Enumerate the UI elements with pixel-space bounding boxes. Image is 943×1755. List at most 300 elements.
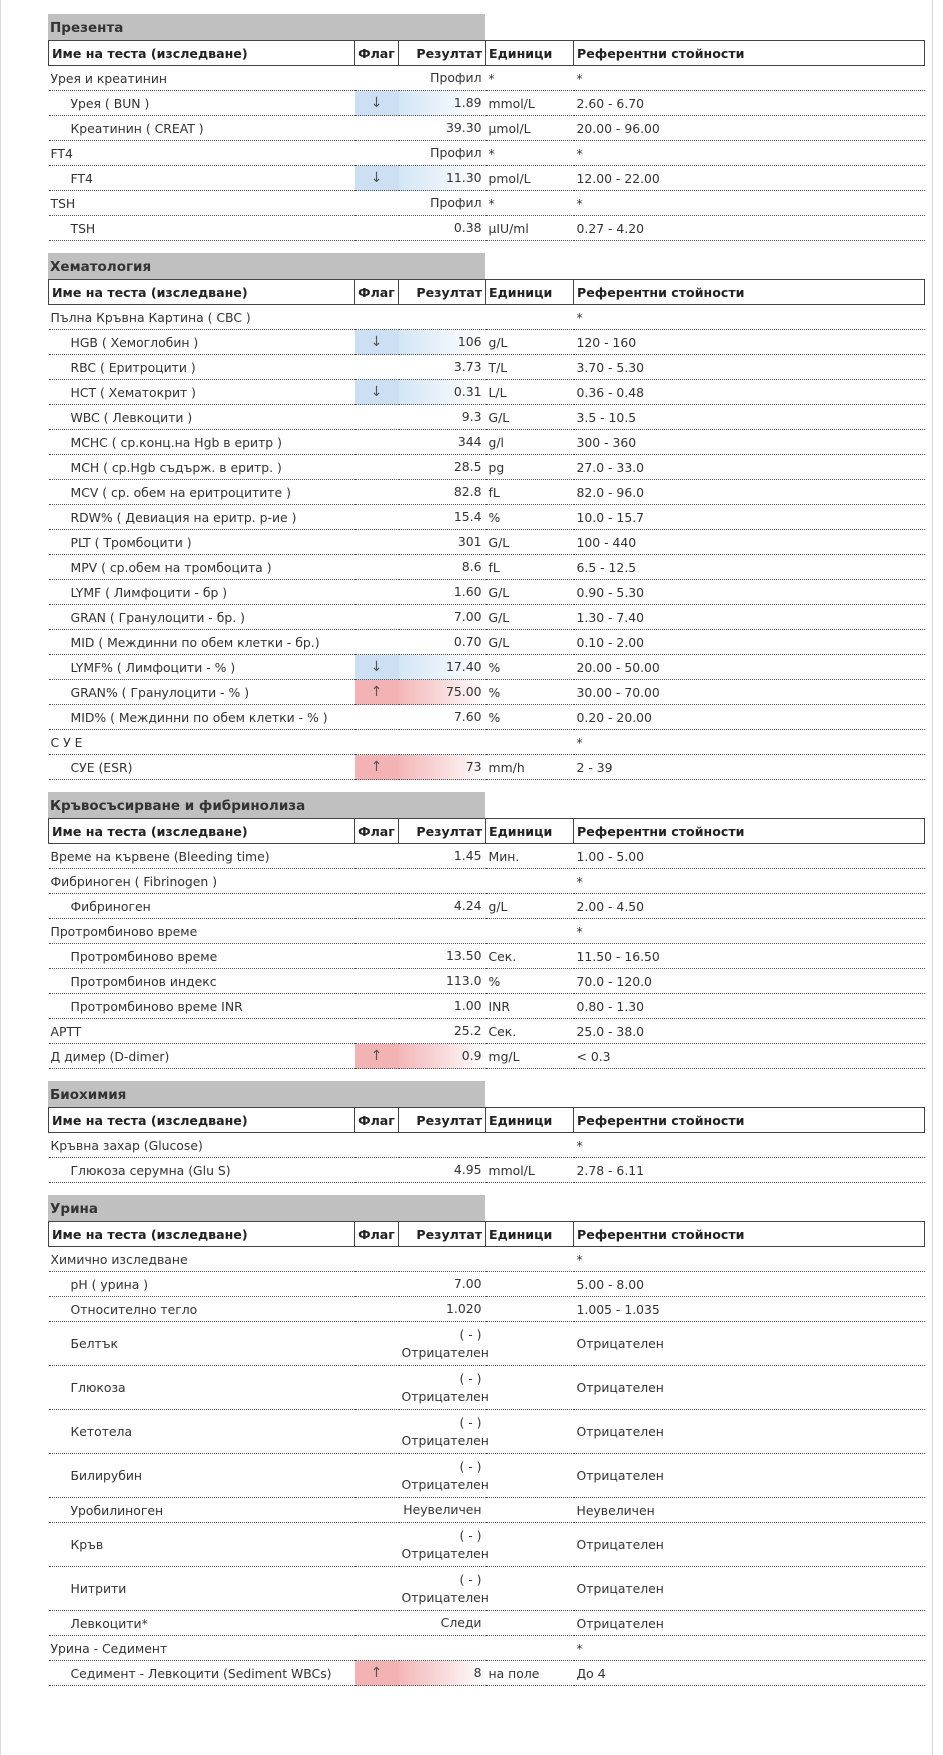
result-value [399,1523,489,1567]
arrow-down-icon: ↓ [370,384,383,400]
test-result-row [49,430,925,455]
test-name: MCHC ( ср.конц.на Hgb в еритр ) [49,430,355,455]
reference-range: 0.20 - 20.00 [574,705,925,730]
test-name: LYMF% ( Лимфоцити - % ) [49,655,355,680]
result-text: 1.89 [453,95,482,110]
header-test-name: Име на теста (изследване) [49,41,355,66]
result-value [399,755,486,780]
flag-cell-low [355,655,399,680]
result-text: 15.4 [453,509,482,524]
test-group-row [49,730,925,755]
units: L/L [486,380,574,405]
units: g/L [486,894,574,919]
test-name: С У Е [49,730,355,755]
reference-range: 0.90 - 5.30 [574,580,925,605]
reference-range: Отрицателен [574,1611,925,1636]
header-units: Единици [486,1108,574,1133]
units: mg/L [486,1044,574,1069]
results-table [48,818,925,1069]
test-name: MID ( Междинни по обем клетки - бр.) [49,630,355,655]
result-value [399,216,486,241]
units: INR [486,994,574,1019]
test-group-row [49,66,925,91]
result-text: 73 [465,759,482,774]
test-result-row [49,1297,925,1322]
arrow-up-icon: ↑ [370,1665,383,1681]
result-text: 11.30 [446,170,482,185]
header-flag: Флаг [355,1222,399,1247]
units [486,730,574,755]
test-result-row [49,580,925,605]
result-value [399,894,486,919]
test-name: Нитрити [49,1567,355,1611]
reference-range: Отрицателен [574,1322,925,1366]
section-title: Кръвосъсирване и фибринолиза [48,792,485,818]
result-value [399,191,486,216]
results-section [48,1195,924,1686]
header-test-name: Име на теста (изследване) [49,1222,355,1247]
header-result: Резултат [399,1108,486,1133]
arrow-down-icon: ↓ [370,170,383,186]
test-result-row [49,480,925,505]
arrow-up-icon: ↑ [370,1048,383,1064]
test-result-row [49,1410,925,1454]
flag-cell [355,994,399,1019]
header-reference: Референтни стойности [574,280,925,305]
units: pg [486,455,574,480]
result-text: 106 [457,334,482,349]
reference-range: * [574,869,925,894]
result-text: 0.31 [453,384,482,399]
result-value [399,580,486,605]
reference-range: 120 - 160 [574,330,925,355]
result-value [399,605,486,630]
test-result-row [49,355,925,380]
results-table [48,40,925,241]
section-title: Хематология [48,253,485,279]
result-text-line2: Отрицателен [401,1476,489,1492]
flag-cell [355,1523,399,1567]
flag-cell [355,405,399,430]
result-value [399,91,486,116]
test-name: HCT ( Хематокрит ) [49,380,355,405]
result-text-line2: Отрицателен [401,1388,489,1404]
flag-cell [355,1611,399,1636]
units: mm/h [486,755,574,780]
flag-cell [355,1636,399,1661]
test-name: Кръв [49,1523,355,1567]
results-section [48,253,924,780]
test-name: СУЕ (ESR) [49,755,355,780]
units: % [486,655,574,680]
units [486,919,574,944]
test-result-row [49,1454,925,1498]
result-value [399,1410,489,1454]
units [486,1523,574,1567]
flag-cell [355,116,399,141]
header-result: Резултат [399,41,486,66]
results-section [48,792,924,1069]
result-value [399,1019,486,1044]
arrow-down-icon: ↓ [370,334,383,350]
header-reference: Референтни стойности [574,1222,925,1247]
test-result-row [49,116,925,141]
units [486,1322,574,1366]
table-header-row [49,1222,925,1247]
test-name: Фибриноген ( Fibrinogen ) [49,869,355,894]
test-result-row [49,1567,925,1611]
test-result-row [49,1661,925,1686]
result-text: 7.00 [453,609,482,624]
result-text: 4.24 [453,898,482,913]
reference-range: * [574,66,925,91]
flag-cell [355,705,399,730]
units [486,1247,574,1272]
result-value [399,430,486,455]
result-text: 1.60 [453,584,482,599]
header-units: Единици [486,41,574,66]
flag-cell [355,730,399,755]
result-text: 28.5 [453,459,482,474]
result-value [399,705,486,730]
test-result-row [49,1498,925,1523]
test-result-row [49,894,925,919]
flag-cell [355,1498,399,1523]
flag-cell-low [355,91,399,116]
result-value [399,480,486,505]
header-units: Единици [486,1222,574,1247]
units: mmol/L [486,91,574,116]
reference-range: Неувеличен [574,1498,925,1523]
flag-cell [355,191,399,216]
flag-cell [355,944,399,969]
flag-cell [355,141,399,166]
flag-cell [355,894,399,919]
test-name: Фибриноген [49,894,355,919]
result-value [399,630,486,655]
reference-range: 20.00 - 96.00 [574,116,925,141]
flag-cell [355,844,399,869]
flag-cell [355,1272,399,1297]
result-value [399,1247,486,1272]
header-units: Единици [486,819,574,844]
units: % [486,705,574,730]
test-group-row [49,1044,925,1069]
test-name: Протромбиново време INR [49,994,355,1019]
table-header-row [49,280,925,305]
reference-range: 20.00 - 50.00 [574,655,925,680]
flag-cell [355,1567,399,1611]
flag-cell [355,605,399,630]
flag-cell [355,580,399,605]
reference-range: 2.60 - 6.70 [574,91,925,116]
test-name: Време на кървене (Bleeding time) [49,844,355,869]
section-title: Презента [48,14,485,40]
result-value [399,405,486,430]
result-text: 7.00 [453,1276,482,1291]
header-test-name: Име на теста (изследване) [49,1108,355,1133]
test-result-row [49,555,925,580]
result-text: 0.70 [453,634,482,649]
reference-range: * [574,919,925,944]
result-text: 25.2 [453,1023,482,1038]
results-table [48,279,925,780]
result-text: Профил [430,70,482,85]
units: G/L [486,405,574,430]
test-name: GRAN ( Гранулоцити - бр. ) [49,605,355,630]
results-section [48,14,924,241]
units: µmol/L [486,116,574,141]
test-name: Уробилиноген [49,1498,355,1523]
result-value [399,1567,489,1611]
test-name: RDW% ( Девиация на еритр. р-ие ) [49,505,355,530]
header-flag: Флаг [355,41,399,66]
reference-range: 82.0 - 96.0 [574,480,925,505]
arrow-up-icon: ↑ [370,684,383,700]
result-text: Неувеличен [403,1502,482,1517]
test-result-row [49,1523,925,1567]
result-text: ( - ) [459,1571,482,1587]
test-result-row [49,630,925,655]
header-flag: Флаг [355,1108,399,1133]
test-name: APTT [49,1019,355,1044]
result-text: ( - ) [459,1458,482,1474]
units: T/L [486,355,574,380]
test-group-row [49,869,925,894]
result-value [399,1158,486,1183]
test-result-row [49,969,925,994]
flag-cell [355,919,399,944]
arrow-down-icon: ↓ [370,95,383,111]
test-name: TSH [49,216,355,241]
test-group-row [49,141,925,166]
test-result-row [49,380,925,405]
header-reference: Референтни стойности [574,1108,925,1133]
test-group-row [49,1247,925,1272]
result-text: 1.45 [453,848,482,863]
units: на поле [486,1661,574,1686]
flag-cell [355,1158,399,1183]
units: g/L [486,330,574,355]
test-result-row [49,655,925,680]
flag-cell [355,305,399,330]
result-value [399,1498,486,1523]
reference-range: 100 - 440 [574,530,925,555]
test-result-row [49,994,925,1019]
reference-range: 2.00 - 4.50 [574,894,925,919]
units: % [486,969,574,994]
test-name: LYMF ( Лимфоцити - бр ) [49,580,355,605]
reference-range: * [574,305,925,330]
result-value [399,680,486,705]
test-name: Протромбинов индекс [49,969,355,994]
result-text-line2: Отрицателен [401,1432,489,1448]
result-text: 4.95 [453,1162,482,1177]
flag-cell [355,430,399,455]
reference-range: 0.10 - 2.00 [574,630,925,655]
flag-cell [355,455,399,480]
reference-range: Отрицателен [574,1366,925,1410]
result-text: 301 [457,534,482,549]
header-test-name: Име на теста (изследване) [49,280,355,305]
units: % [486,505,574,530]
reference-range: Отрицателен [574,1567,925,1611]
result-text: 39.30 [446,120,482,135]
reference-range: 12.00 - 22.00 [574,166,925,191]
result-value [399,1272,486,1297]
reference-range: * [574,1247,925,1272]
units: G/L [486,605,574,630]
flag-cell-low [355,330,399,355]
units: fL [486,480,574,505]
units: Сек. [486,944,574,969]
result-value [399,944,486,969]
result-value [399,869,486,894]
result-text-line2: Отрицателен [401,1344,489,1360]
result-text: 8 [473,1665,482,1680]
result-text: 82.8 [453,484,482,499]
test-name: Глюкоза [49,1366,355,1410]
reference-range: * [574,1636,925,1661]
test-result-row [49,91,925,116]
flag-cell-high [355,680,399,705]
units: G/L [486,530,574,555]
test-result-row [49,605,925,630]
flag-cell [355,530,399,555]
result-text: 75.00 [446,684,482,699]
units [486,1272,574,1297]
result-text: 3.73 [453,359,482,374]
test-name: Относително тегло [49,1297,355,1322]
result-text: 113.0 [446,973,482,988]
test-name: PLT ( Тромбоцити ) [49,530,355,555]
units: µIU/ml [486,216,574,241]
test-result-row [49,755,925,780]
reference-range: < 0.3 [574,1044,925,1069]
result-value [399,1297,486,1322]
test-name: Белтък [49,1322,355,1366]
result-value [399,919,486,944]
result-value [399,1661,486,1686]
flag-cell [355,216,399,241]
flag-cell [355,1297,399,1322]
result-text: 344 [457,434,482,449]
units: % [486,680,574,705]
test-name: MCH ( ср.Hgb съдърж. в еритр. ) [49,455,355,480]
test-name: Билирубин [49,1454,355,1498]
header-reference: Референтни стойности [574,819,925,844]
result-value [399,380,486,405]
header-test-name: Име на теста (изследване) [49,819,355,844]
units: g/l [486,430,574,455]
flag-cell [355,1247,399,1272]
test-group-row [49,844,925,869]
units [486,1611,574,1636]
test-result-row [49,1158,925,1183]
test-result-row [49,530,925,555]
test-result-row [49,944,925,969]
test-name: Кръвна захар (Glucose) [49,1133,355,1158]
reference-range: 30.00 - 70.00 [574,680,925,705]
test-result-row [49,330,925,355]
result-value [399,1322,489,1366]
reference-range: * [574,1133,925,1158]
units: * [486,191,574,216]
test-group-row [49,191,925,216]
flag-cell-low [355,166,399,191]
result-text: 1.020 [446,1301,482,1316]
header-flag: Флаг [355,819,399,844]
flag-cell [355,1410,399,1454]
result-text: 8.6 [461,559,482,574]
test-name: FT4 [49,141,355,166]
test-name: Пълна Кръвна Картина ( CBC ) [49,305,355,330]
units: * [486,141,574,166]
units [486,869,574,894]
result-value [399,166,486,191]
result-value [399,844,486,869]
flag-cell [355,969,399,994]
units [486,1498,574,1523]
result-text: 0.9 [461,1048,482,1063]
result-text: 1.00 [453,998,482,1013]
test-name: RBC ( Еритроцити ) [49,355,355,380]
header-reference: Референтни стойности [574,41,925,66]
reference-range: Отрицателен [574,1523,925,1567]
units: G/L [486,580,574,605]
test-result-row [49,1611,925,1636]
result-text: Профил [430,195,482,210]
reference-range: 10.0 - 15.7 [574,505,925,530]
test-name: Химично изследване [49,1247,355,1272]
result-value [399,655,486,680]
units: mmol/L [486,1158,574,1183]
test-name: Протромбиново време [49,944,355,969]
units [486,1297,574,1322]
section-title: Урина [48,1195,485,1221]
reference-range: 0.27 - 4.20 [574,216,925,241]
test-name: Урея и креатинин [49,66,355,91]
reference-range: 1.00 - 5.00 [574,844,925,869]
units: * [486,66,574,91]
reference-range: 3.5 - 10.5 [574,405,925,430]
units: Сек. [486,1019,574,1044]
test-result-row [49,166,925,191]
result-value [399,730,486,755]
test-group-row [49,1019,925,1044]
test-group-row [49,1636,925,1661]
reference-range: 5.00 - 8.00 [574,1272,925,1297]
test-name: Урина - Седимент [49,1636,355,1661]
flag-cell [355,355,399,380]
result-text: Следи [440,1615,482,1630]
reference-range: 6.5 - 12.5 [574,555,925,580]
result-value [399,1044,486,1069]
reference-range: 300 - 360 [574,430,925,455]
reference-range: 2 - 39 [574,755,925,780]
reference-range: * [574,191,925,216]
test-name: Кетотела [49,1410,355,1454]
reference-range: 70.0 - 120.0 [574,969,925,994]
result-text: ( - ) [459,1370,482,1386]
test-name: GRAN% ( Гранулоцити - % ) [49,680,355,705]
result-value [399,330,486,355]
header-units: Единици [486,280,574,305]
reference-range: 1.30 - 7.40 [574,605,925,630]
test-name: Левкоцити* [49,1611,355,1636]
flag-cell [355,1019,399,1044]
header-flag: Флаг [355,280,399,305]
